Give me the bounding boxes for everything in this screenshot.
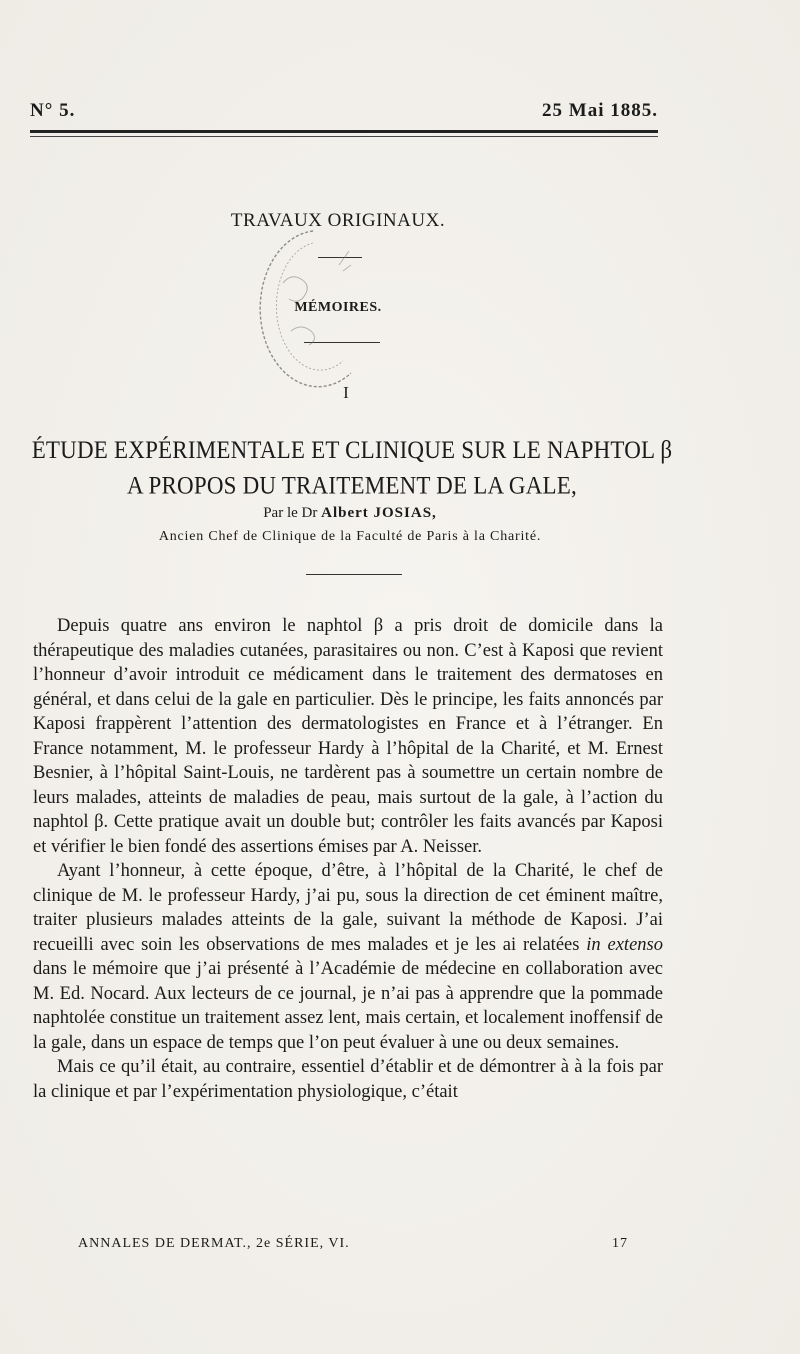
header-rule-thin: [30, 136, 658, 137]
paragraph-3: Mais ce qu’il était, au contraire, essentiel d’établir et de démontrer à à la fois par la clinique et par l’expérimentation physiologique, c’était: [33, 1057, 663, 1102]
section-divider: [318, 257, 362, 258]
article-body: [33, 614, 663, 1104]
memoir-number: I: [343, 383, 349, 402]
paragraph-1: Depuis quatre ans environ le naphtol β a pris droit de domicile dans la thérapeutique des maladies cutanées, parasitaires ou non. C’est à Kaposi que revient l’honneur d’avoir introduit ce médicament dans le traitement des dermatoses en général, et dans celui de la gale en particulier. Dès le principe, les faits annoncés par Kaposi frappèrent l’attention des dermatologistes en France et à l’étranger. En France notamment, M. le professeur Hardy à l’hôpital de la Charité, et M. Ernest Besnier, à l’hôpital Saint-Louis, ne tardèrent pas à soumettre un certain nombre de leurs malades, atteints de maladies de peau, mais surtout de la gale, à l’action du naphtol β. Cette pratique avait un double but; contrôler les faits avancés par Kaposi et vérifier le bien fondé des assertions émises par A. Neisser.: [33, 616, 663, 857]
paragraph-2-end: dans le mémoire que j’ai présenté à l’Académie de médecine en collaboration avec M. Ed. Nocard. Aux lecteurs de ce journal, je n’ai pas à apprendre que la pommade naphtolée constitue un traitement assez lent, mais certain, et localement inoffensif de la gale, dans un espace de temps que l’on peut évaluer à une ou deux semaines.: [33, 959, 663, 1053]
paragraph-2: [33, 859, 663, 1055]
journal-reference: ANNALES DE DERMAT., 2e SÉRIE, VI.: [78, 1236, 350, 1251]
issue-number: N° 5.: [30, 100, 76, 121]
page-number: 17: [612, 1236, 628, 1251]
article-title-line-2: A PROPOS DU TRAITEMENT DE LA GALE,: [127, 471, 577, 500]
paragraph-2-start: Ayant l’honneur, à cette époque, d’être, à l’hôpital de la Charité, le chef de clinique de M. le professeur Hardy, j’ai pu, sous la direction de cet éminent maître, traiter plusieurs malades atteints de la gale, suivant la méthode de Kaposi. J’ai recueilli avec soin les observations de mes malades et je les ai relatées: [33, 861, 663, 955]
author-name: Albert JOSIAS,: [321, 505, 437, 521]
section-title: TRAVAUX ORIGINAUX.: [230, 210, 446, 231]
paragraph-2-italic: in extenso: [586, 934, 663, 955]
running-header: [30, 100, 658, 124]
issue-date: 25 Mai 1885.: [542, 100, 658, 121]
subtitle-divider: [304, 342, 380, 343]
article-title-line-1: ÉTUDE EXPÉRIMENTALE ET CLINIQUE SUR LE NAPHTOL β: [31, 435, 673, 464]
article-title: [28, 432, 676, 504]
byline-prefix: Par le Dr: [263, 505, 318, 521]
byline-divider: [306, 574, 402, 575]
section-subtitle: MÉMOIRES.: [294, 300, 382, 315]
author-affiliation: Ancien Chef de Clinique de la Faculté de Paris à la Charité.: [158, 529, 542, 544]
header-rule-thick: [30, 130, 658, 133]
page-footer: [78, 1236, 628, 1252]
byline: [0, 505, 700, 522]
